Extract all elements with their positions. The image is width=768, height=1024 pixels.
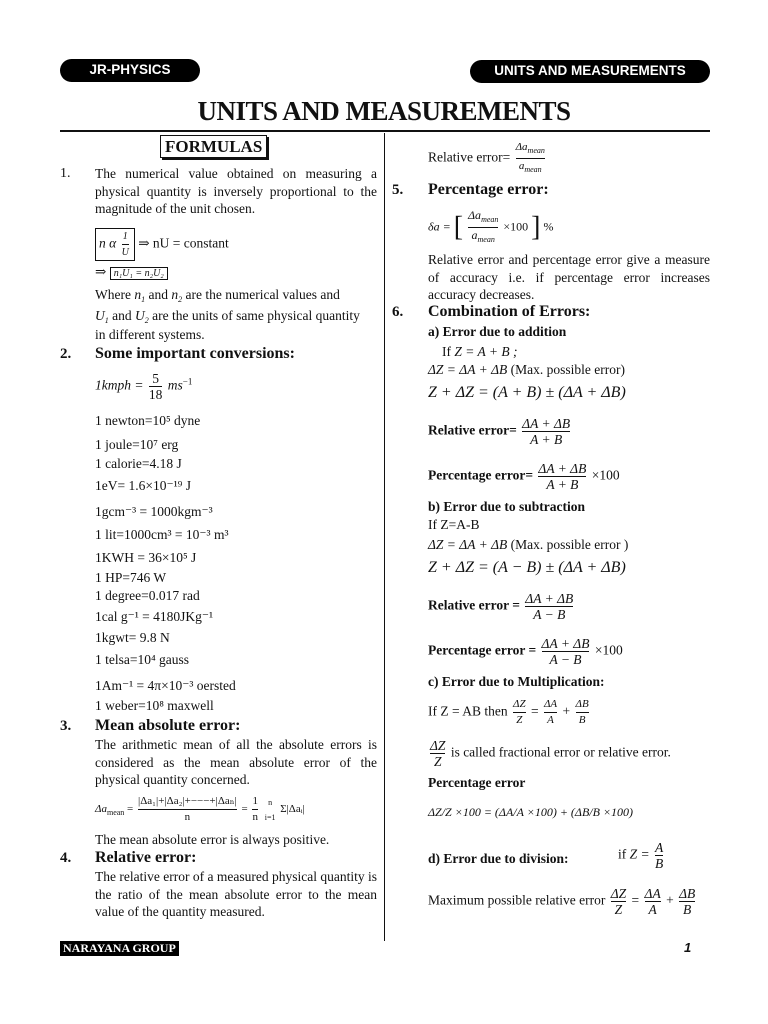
where-line-1: Where $n_1$ and $n_2$ are the numerical values and [95, 287, 340, 304]
page-title: UNITS AND MEASUREMENTS [197, 96, 571, 126]
subtraction-percentage-error: Percentage error = $\frac{\Delta A + \Delta B}{A - B}$ ×100 [428, 636, 623, 667]
addition-max-error: ΔZ = ΔA + ΔB (Max. possible error) [428, 362, 625, 377]
fractional-error-note: $\frac{\Delta Z}{Z}$ is called fractional error or relative error. [430, 738, 671, 769]
conversion-item: 1KWH = 36×10⁵ J [95, 550, 197, 565]
section-6-number: 6. [392, 304, 404, 320]
page-number: 1 [684, 940, 692, 955]
section-2-heading: Some important conversions: [95, 345, 295, 362]
multiplication-percentage-label: Percentage error [428, 775, 526, 790]
conversion-item: 1 weber=10⁸ maxwell [95, 698, 214, 713]
conversion-item: 1 degree=0.017 rad [95, 588, 200, 603]
multiplication-percentage-formula: ΔZ/Z ×100 = (ΔA/A ×100) + (ΔB/B ×100) [428, 805, 634, 819]
header-chapter-badge: UNITS AND MEASUREMENTS [470, 60, 710, 83]
equality-formula: ⇒ n₁U₁ = n₂U₂ [95, 264, 168, 280]
subtraction-condition: If Z=A-B [428, 517, 480, 532]
division-heading-line: d) Error due to division: [428, 851, 569, 866]
subtraction-z-plus-dz: Z + ΔZ = (A − B) ± (ΔA + ΔB) [428, 559, 626, 576]
where-line-2: $U_1$ and $U_2$ are the units of same physical quantity [95, 308, 360, 325]
conversion-item: 1Am⁻¹ = 4π×10⁻³ oersted [95, 678, 236, 693]
section-6-heading: Combination of Errors: [428, 303, 591, 320]
addition-relative-error: Relative error= $\frac{\Delta A + \Delta B}{A + B}$ [428, 416, 571, 447]
section-2-number: 2. [60, 346, 72, 362]
conversion-item: 1 newton=10⁵ dyne [95, 413, 201, 428]
relative-error-formula: Relative error= $\frac{\Delta a_{mean}}{a_{mean}}$ [428, 140, 547, 177]
mean-absolute-error-formula: $\Delta a_{mean}$ = $\frac{\text{|Δa₁|+|Δa₂|+−−−+|Δaₙ|}}{n}$ = $\frac{1}{n}$ n i=1 Σ|Δaᵢ| [95, 795, 305, 823]
conversion-item: 1 HP=746 W [95, 570, 167, 585]
percentage-error-formula: δa = [ $\frac{\Delta a_{mean}}{a_{mean}}$ ×100 ] % [428, 208, 554, 247]
addition-heading: a) Error due to addition [428, 324, 567, 339]
conversion-item: 1 lit=1000cm³ = 10⁻³ m³ [95, 527, 229, 542]
equality-box: n₁U₁ = n₂U₂ [110, 267, 168, 280]
multiplication-heading: c) Error due to Multiplication: [428, 674, 605, 689]
subtraction-heading: b) Error due to subtraction [428, 499, 586, 514]
where-line-3: in different systems. [95, 327, 205, 342]
section-4-heading: Relative error: [95, 849, 197, 866]
section-4-text: The relative error of a measured physical quantity is the ratio of the mean absolute error to the mean value of the quantity measured. [95, 869, 377, 919]
section-3-heading: Mean absolute error: [95, 717, 241, 734]
section-5-text: Relative error and percentage error give a measure of accuracy i.e. if percentage error increases accuracy decreases. [428, 252, 710, 302]
multiplication-relation: If Z = AB then $\frac{\Delta Z}{Z}$ = $\frac{\Delta A}{A}$ + $\frac{\Delta B}{B}$ [428, 698, 589, 726]
addition-z-plus-dz: Z + ΔZ = (A + B) ± (ΔA + ΔB) [428, 384, 626, 401]
header-subject-badge: JR-PHYSICS [60, 59, 200, 82]
conversion-item: 1 telsa=10⁴ gauss [95, 652, 190, 667]
constant-statement: ⇒ nU = constant [138, 235, 229, 251]
kmph-conversion: 1kmph = $\frac{5}{18}$ $ms^{-1}$ [95, 371, 193, 402]
conversion-item: 1gcm⁻³ = 1000kgm⁻³ [95, 504, 213, 519]
section-1-text: The numerical value obtained on measuring a physical quantity is inversely proportional to the magnitude of the unit chosen. [95, 166, 377, 216]
formulas-label: FORMULAS [160, 135, 267, 158]
section-3-number: 3. [60, 718, 72, 734]
footer-brand: NARAYANA GROUP [60, 941, 179, 956]
mean-absolute-error-note: The mean absolute error is always positive. [95, 832, 330, 847]
subtraction-max-error: ΔZ = ΔA + ΔB (Max. possible error ) [428, 537, 629, 552]
proportionality-formula [95, 228, 229, 261]
subtraction-relative-error: Relative error = $\frac{\Delta A + \Delta B}{A - B}$ [428, 591, 574, 622]
proportional-box: n α $\frac{1}{U}$ [95, 228, 135, 261]
section-3-text: The arithmetic mean of all the absolute errors is considered as the mean absolute error of the physical quantity concerned. [95, 737, 377, 787]
section-4-number: 4. [60, 850, 72, 866]
section-5-number: 5. [392, 182, 404, 198]
addition-percentage-error: Percentage error= $\frac{\Delta A + \Delta B}{A + B}$ ×100 [428, 461, 620, 492]
conversion-item: 1cal g⁻¹ = 4180JKg⁻¹ [95, 609, 214, 624]
section-5-heading: Percentage error: [428, 181, 549, 198]
conversion-item: 1 calorie=4.18 J [95, 456, 182, 471]
division-condition: if Z = $\frac{A}{B}$ [618, 840, 664, 871]
division-max-error: Maximum possible relative error $\frac{\Delta Z}{Z}$ = $\frac{\Delta A}{A}$ + $\frac{\Delta B}{B}$ [428, 886, 696, 917]
conversion-item: 1kgwt= 9.8 N [95, 630, 170, 645]
addition-condition: If Z = A + B ; [442, 344, 518, 359]
title-rule [60, 130, 710, 132]
conversion-item: 1 joule=10⁷ erg [95, 437, 179, 452]
conversion-item: 1eV= 1.6×10⁻¹⁹ J [95, 478, 191, 493]
column-divider [384, 133, 385, 941]
section-1-number: 1. [60, 166, 71, 181]
